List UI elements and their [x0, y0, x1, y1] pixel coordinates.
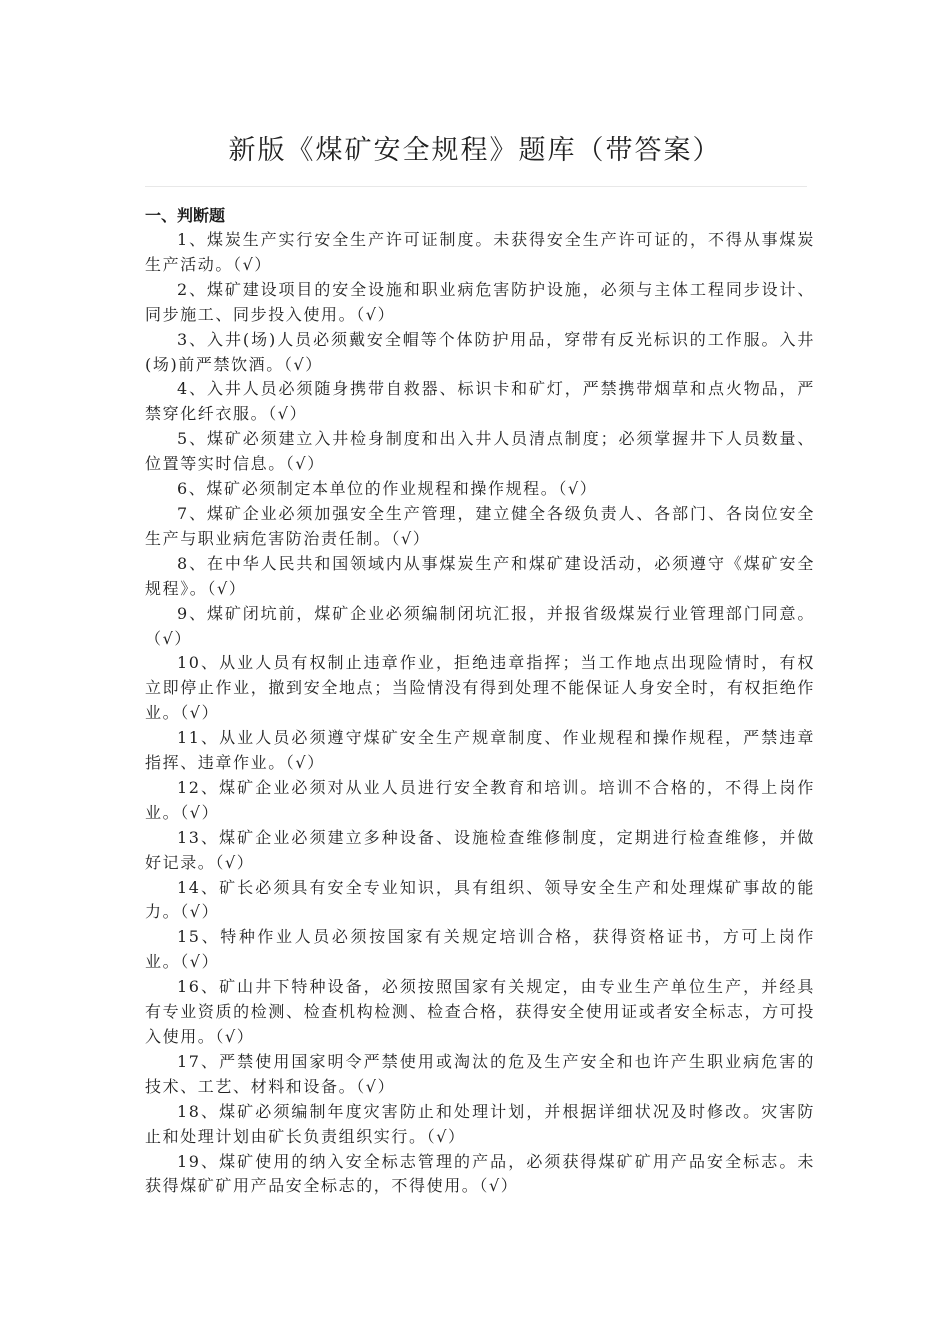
question-item-2: 2、煤矿建设项目的安全设施和职业病危害防护设施，必须与主体工程同步设计、同步施工、同步投入使用。（√）: [145, 279, 815, 324]
question-item-16: 16、矿山井下特种设备，必须按照国家有关规定，由专业生产单位生产，并经具有专业资质的检测、检查机构检测、检查合格，获得安全使用证或者安全标志，方可投入使用。（√）: [145, 977, 815, 1046]
question-item-18: 18、煤矿必须编制年度灾害防止和处理计划，并根据详细状况及时修改。灾害防止和处理计划由矿长负责组织实行。（√）: [145, 1101, 815, 1146]
title-divider: [145, 186, 807, 187]
question-item-15: 15、特种作业人员必须按国家有关规定培训合格，获得资格证书，方可上岗作业。（√）: [145, 927, 815, 972]
question-item-13: 13、煤矿企业必须建立多种设备、设施检查维修制度，定期进行检查维修，并做好记录。（√）: [145, 827, 815, 872]
question-item-7: 7、煤矿企业必须加强安全生产管理，建立健全各级负责人、各部门、各岗位安全生产与职业病危害防治责任制。（√）: [145, 503, 815, 548]
question-item-3: 3、入井(场)人员必须戴安全帽等个体防护用品，穿带有反光标识的工作服。入井(场)前严禁饮酒。（√）: [145, 329, 815, 374]
question-item-4: 4、入井人员必须随身携带自救器、标识卡和矿灯，严禁携带烟草和点火物品，严禁穿化纤衣服。（√）: [145, 379, 815, 424]
question-item-12: 12、煤矿企业必须对从业人员进行安全教育和培训。培训不合格的，不得上岗作业。（√）: [145, 777, 815, 822]
question-list: [145, 228, 815, 1199]
question-item-9: 9、煤矿闭坑前，煤矿企业必须编制闭坑汇报，并报省级煤炭行业管理部门同意。（√）: [145, 603, 815, 648]
question-item-14: 14、矿长必须具有安全专业知识，具有组织、领导安全生产和处理煤矿事故的能力。（√）: [145, 877, 815, 922]
question-item-19: 19、煤矿使用的纳入安全标志管理的产品，必须获得煤矿矿用产品安全标志。未获得煤矿矿用产品安全标志的，不得使用。（√）: [145, 1151, 815, 1196]
document-title: 新版《煤矿安全规程》题库（带答案）: [228, 135, 722, 166]
question-item-10: 10、从业人员有权制止违章作业，拒绝违章指挥；当工作地点出现险情时，有权立即停止作业，撤到安全地点；当险情没有得到处理不能保证人身安全时，有权拒绝作业。（√）: [145, 653, 815, 723]
question-item-5: 5、煤矿必须建立入井检身制度和出入井人员清点制度；必须掌握井下人员数量、位置等实时信息。（√）: [145, 429, 815, 474]
question-item-17: 17、严禁使用国家明令严禁使用或淘汰的危及生产安全和也许产生职业病危害的技术、工艺、材料和设备。（√）: [145, 1051, 815, 1096]
question-item-11: 11、从业人员必须遵守煤矿安全生产规章制度、作业规程和操作规程，严禁违章指挥、违章作业。（√）: [145, 728, 815, 773]
section-heading: 一、判断题: [145, 206, 226, 225]
document-body: [145, 203, 815, 1199]
question-item-1: 1、煤炭生产实行安全生产许可证制度。未获得安全生产许可证的，不得从事煤炭生产活动。（√）: [145, 230, 815, 274]
question-item-8: 8、在中华人民共和国领域内从事煤炭生产和煤矿建设活动，必须遵守《煤矿安全规程》。（√）: [145, 553, 815, 598]
question-item-6: 6、煤矿必须制定本单位的作业规程和操作规程。（√）: [177, 479, 598, 499]
